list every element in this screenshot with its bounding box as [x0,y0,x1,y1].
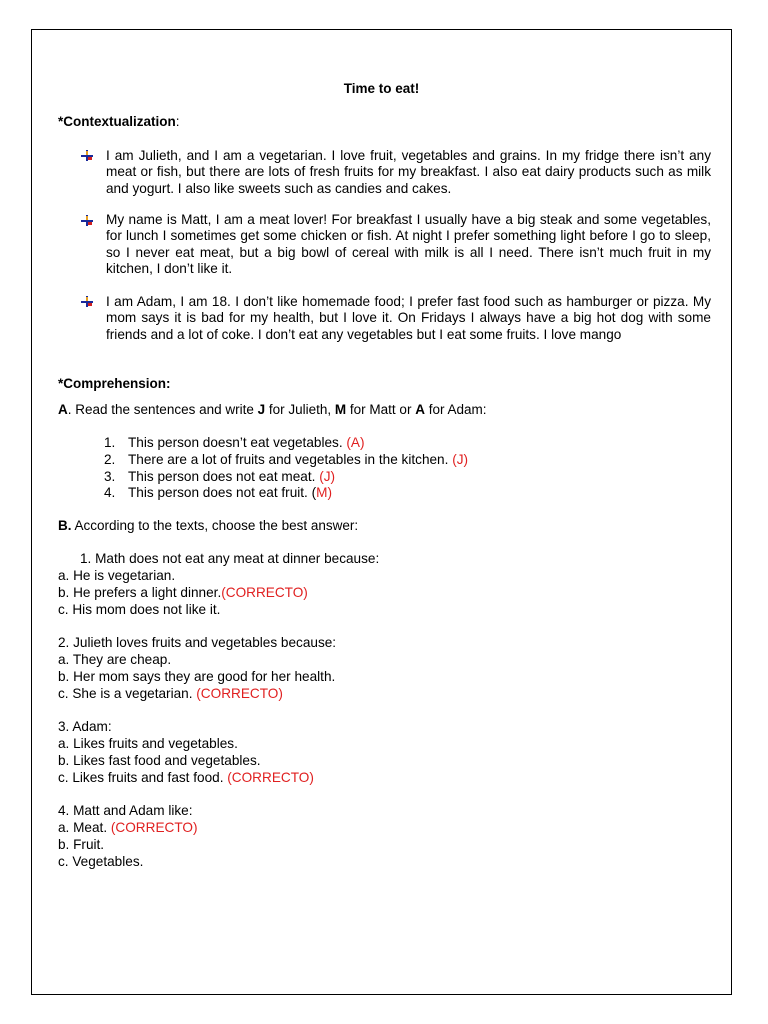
document-page [31,29,732,995]
list-item: 1. This person doesn’t eat vegetables. (A) [104,435,365,450]
question-1: 1. Math does not eat any meat at dinner because: a. He is vegetarian. b. He prefers a light dinner.(CORRECTO) c. His mom does not like it. [58,551,380,617]
part-b-instruction: B. According to the texts, choose the best answer: [58,518,359,533]
question-2: 2. Julieth loves fruits and vegetables because: a. They are cheap. b. Her mom says they are good for her health. c. She is a vegetarian. (CORRECTO) [58,635,337,701]
list-item: 2. There are a lot of fruits and vegetables in the kitchen. (J) [104,451,469,467]
comprehension-heading: *Comprehension: [58,376,171,391]
list-item: 3. This person does not eat meat. (J) [104,468,336,484]
page-title: Time to eat! [343,81,420,96]
list-item: 4. This person does not eat fruit. (M) [104,485,333,501]
question-4: 4. Matt and Adam like: a. Meat. (CORRECTO) b. Fruit. c. Vegetables. [58,803,198,869]
bullet-icon [80,148,94,162]
question-3: 3. Adam: a. Likes fruits and vegetables. b. Likes fast food and vegetables. c. Likes fruits and fast food. (CORRECTO) [58,719,314,785]
paragraph-julieth: I am Julieth, and I am a vegetarian. I love fruit, vegetables and grains. In my fridge there isn’t any meat or fish, but there are lots of fresh fruits for my breakfast. I also eat dairy products such as milk and yogurt. I also like sweets such as candies and cakes. [106,148,711,196]
part-a-list [104,435,468,502]
bullet-icon [80,213,94,227]
contextualization-heading: *Contextualization: [58,114,180,129]
paragraph-adam: I am Adam, I am 18. I don’t like homemade food; I prefer fast food such as hamburger or pizza. My mom says it is bad for my health, but I love it. On Fridays I always have a big hot dog with some friends and a lot of coke. I don’t eat any vegetables but I eat some fruits. I love mango [106,294,711,342]
part-a-instruction: A. Read the sentences and write J for Julieth, M for Matt or A for Adam: [58,402,487,417]
bullet-icon [80,294,94,308]
paragraph-matt: My name is Matt, I am a meat lover! For breakfast I usually have a big steak and some vegetables, for lunch I sometimes get some chicken or fish. At night I prefer something light before I go to sleep, so I never eat meat, but a big bowl of cereal with milk is all I need. There isn’t much fruit in my kitchen, I don’t like it. [106,212,711,277]
